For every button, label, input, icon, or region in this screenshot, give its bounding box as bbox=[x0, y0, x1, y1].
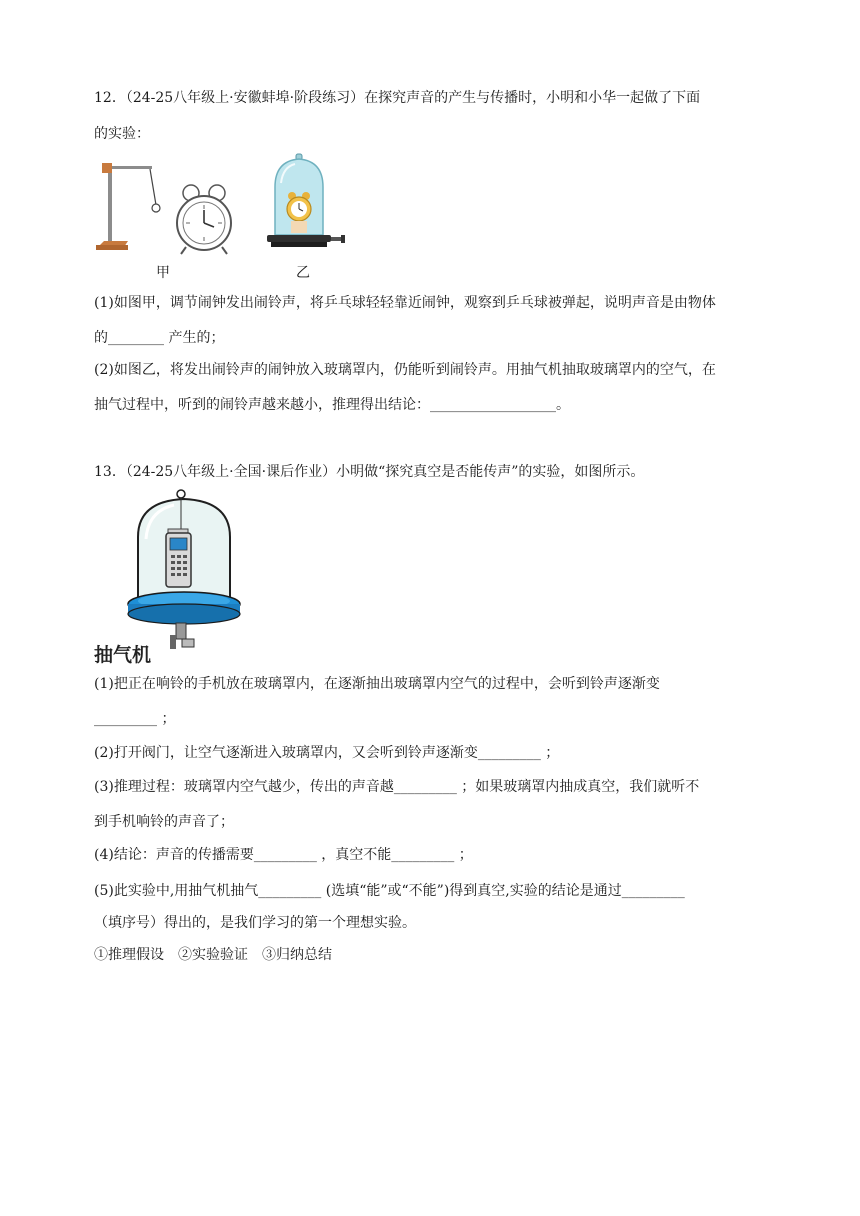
pendulum-clock-figure bbox=[94, 155, 234, 255]
q13-title: 13．（24-25八年级上·全国·课后作业）小明做“探究真空是否能传声”的实验，如图所示。 bbox=[94, 464, 645, 480]
bell-jar-phone-figure bbox=[124, 489, 244, 659]
bell-jar-clock-figure bbox=[263, 153, 355, 253]
q13-item2: (2)打开阀门，让空气逐渐进入玻璃罩内，又会听到铃声逐渐变_________ ； bbox=[94, 745, 560, 761]
q13-item3-line1: (3)推理过程：玻璃罩内空气越少，传出的声音越_________ ；如果玻璃罩内抽成真空，我们就听不 bbox=[94, 779, 700, 795]
figure-caption-yi: 乙 bbox=[296, 265, 310, 281]
figure-caption-jia: 甲 bbox=[156, 265, 170, 281]
q13-item3-line2: 到手机响铃的声音了； bbox=[94, 814, 234, 830]
q12-item1-line1: (1)如图甲，调节闹钟发出闹铃声，将乒乓球轻轻靠近闹钟，观察到乒乓球被弹起，说明声音是由物体 bbox=[94, 295, 716, 311]
q12-title-line2: 的实验： bbox=[94, 126, 150, 142]
vacuum-pump-label: 抽气机 bbox=[94, 644, 152, 666]
q12-item2-line1: (2)如图乙，将发出闹铃声的闹钟放入玻璃罩内，仍能听到闹铃声。用抽气机抽取玻璃罩内的空气，在 bbox=[94, 362, 716, 378]
q13-options: ①推理假设 ②实验验证 ③归纳总结 bbox=[94, 947, 332, 963]
q13-item5-line1: (5)此实验中,用抽气机抽气_________ (选填“能”或“不能”)得到真空,实验的结论是通过_________ bbox=[94, 883, 685, 899]
q13-item5-line2: （填序号）得出的，是我们学习的第一个理想实验。 bbox=[94, 915, 416, 931]
q12-item1-line2: 的________ 产生的； bbox=[94, 330, 225, 346]
q12-item2-line2: 抽气过程中，听到的闹铃声越来越小，推理得出结论：__________________。 bbox=[94, 397, 570, 413]
q13-item1-line2: _________ ； bbox=[94, 711, 176, 727]
q13-item1-line1: (1)把正在响铃的手机放在玻璃罩内，在逐渐抽出玻璃罩内空气的过程中，会听到铃声逐渐变 bbox=[94, 676, 660, 692]
q12-title-line1: 12．（24-25八年级上·安徽蚌埠·阶段练习）在探究声音的产生与传播时，小明和小华一起做了下面 bbox=[94, 90, 701, 106]
q13-item4: (4)结论：声音的传播需要_________ ，真空不能_________ ； bbox=[94, 847, 473, 863]
